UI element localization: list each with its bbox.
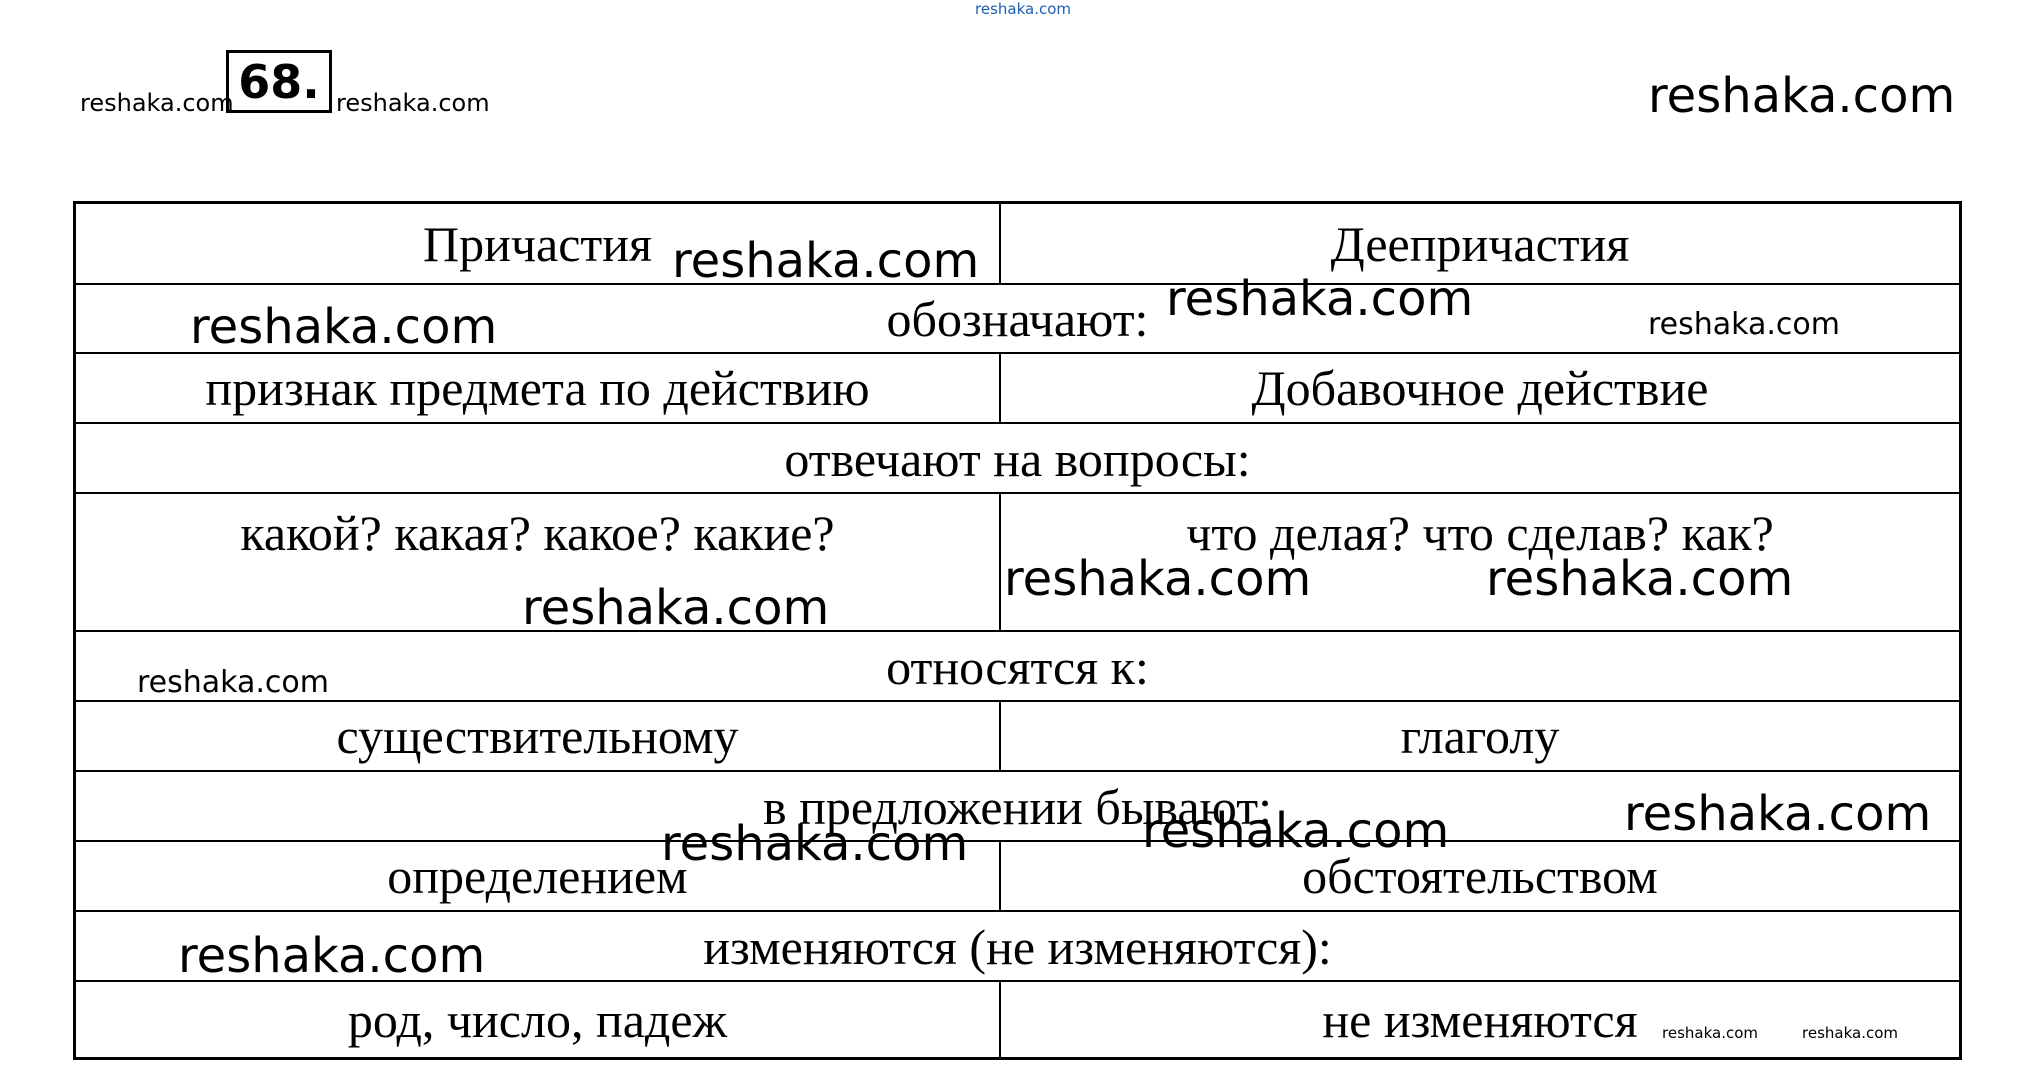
watermark: reshaka.com — [1142, 803, 1450, 859]
watermark: reshaka.com — [1166, 271, 1474, 327]
questions-gerunds: что делая? что сделав? как? — [1186, 505, 1774, 561]
watermark: reshaka.com — [1624, 786, 1932, 842]
row-change-label: изменяются (не изменяются): — [703, 919, 1332, 975]
watermark: reshaka.com — [1004, 551, 1312, 607]
meaning-gerunds: Добавочное действие — [1251, 360, 1709, 416]
relate-gerunds: глаголу — [1400, 708, 1560, 764]
watermark: reshaka.com — [190, 299, 498, 355]
change-gerunds: не изменяются — [1322, 991, 1638, 1048]
watermark-header-mid: reshaka.com — [336, 89, 490, 117]
role-participles: определением — [76, 842, 1001, 910]
header-participles: Причастия — [76, 204, 1001, 283]
watermark: reshaka.com — [672, 233, 980, 289]
watermark-header-right: reshaka.com — [1648, 68, 1956, 124]
table-row-role-values — [76, 842, 1959, 912]
watermark: reshaka.com — [661, 816, 969, 872]
change-participles: род, число, падеж — [76, 982, 1001, 1057]
watermark: reshaka.com — [137, 665, 329, 700]
watermark: reshaka.com — [1486, 551, 1794, 607]
table-row-relate — [76, 632, 1959, 702]
watermark-header-left: reshaka.com — [80, 89, 234, 117]
role-gerunds: обстоятельством — [1302, 848, 1658, 904]
table-row-meaning — [76, 354, 1959, 424]
header-gerunds: Деепричастия — [1330, 215, 1630, 272]
watermark-top: reshaka.com — [975, 0, 1071, 18]
table-row-change-values — [76, 982, 1959, 1057]
relate-participles: существительному — [76, 702, 1001, 770]
watermark: reshaka.com — [1648, 307, 1840, 342]
table-row-relate-values — [76, 702, 1959, 772]
task-number: 68. — [226, 50, 332, 113]
row-role-label: в предложении бывают: — [762, 779, 1272, 835]
watermark: reshaka.com — [522, 580, 830, 636]
questions-participles: какой? какая? какое? какие? — [76, 494, 1001, 630]
watermark: reshaka.com — [1802, 1024, 1898, 1042]
table-header-row — [76, 204, 1959, 289]
meaning-participles: признак предмета по действию — [76, 354, 1001, 422]
watermark: reshaka.com — [1662, 1024, 1758, 1042]
row-designate-label: обозначают: — [886, 290, 1149, 347]
watermark: reshaka.com — [178, 928, 486, 984]
row-relate-label: относятся к: — [886, 639, 1149, 695]
row-questions-label: отвечают на вопросы: — [784, 431, 1251, 487]
table-row-questions — [76, 424, 1959, 494]
